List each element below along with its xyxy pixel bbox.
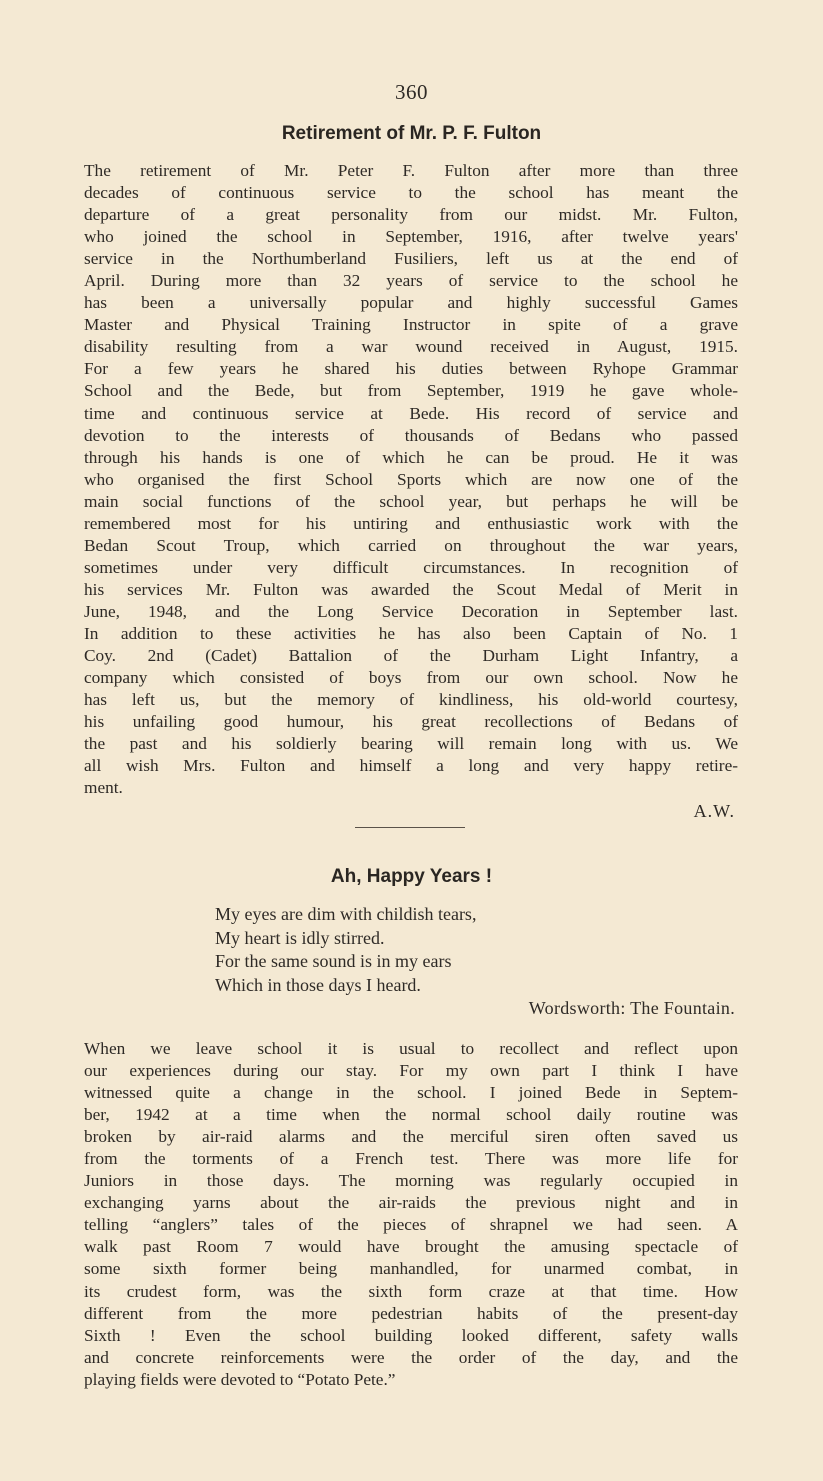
poem-line: Which in those days I heard. [215,974,421,995]
text-line: who organised the first School Sports which are now one of the [84,469,738,489]
text-line: who joined the school in September, 1916, after twelve years' [84,227,738,247]
text-line: witnessed quite a change in the school. I joined Bede in Septem- [84,1083,738,1103]
article-body-happy-years [84,1038,738,1391]
article-body-retirement [84,160,738,799]
text-line: April. During more than 32 years of service to the school he [84,271,738,291]
text-line: exchanging yarns about the air-raids the previous night and in [84,1193,738,1213]
text-line: has left us, but the memory of kindliness, his old-world courtesy, [84,690,738,710]
text-line: remembered most for his untiring and enthusiastic work with the [84,513,738,533]
text-line: and concrete reinforcements were the order of the day, and the [84,1347,738,1367]
text-line: our experiences during our stay. For my own part I think I have [84,1061,738,1081]
text-line: School and the Bede, but from September, 1919 he gave whole- [84,381,738,401]
text-line: departure of a great personality from our midst. Mr. Fulton, [84,205,738,225]
text-line: devotion to the interests of thousands of Bedans who passed [84,425,738,445]
text-line: When we leave school it is usual to recollect and reflect upon [84,1039,738,1058]
poem-line: My eyes are dim with childish tears, [215,904,477,924]
text-line: all wish Mrs. Fulton and himself a long and very happy retire- [84,756,738,776]
text-line: service in the Northumberland Fusiliers, left us at the end of [84,249,738,269]
text-line: broken by air-raid alarms and the merciful siren often saved us [84,1127,738,1147]
text-line: Master and Physical Training Instructor in spite of a grave [84,315,738,335]
text-line: The retirement of Mr. Peter F. Fulton after more than three [84,161,738,180]
text-line: from the torments of a French test. There was more life for [84,1149,738,1169]
text-line: has been a universally popular and highly successful Games [84,293,738,313]
text-line: Coy. 2nd (Cadet) Battalion of the Durham Light Infantry, a [84,646,738,666]
text-line: the past and his soldierly bearing will remain long with us. We [84,734,738,754]
text-line: ber, 1942 at a time when the normal school daily routine was [84,1105,738,1125]
text-line: disability resulting from a war wound received in August, 1915. [84,337,738,357]
text-line: telling “anglers” tales of the pieces of shrapnel we had seen. A [84,1215,738,1235]
text-line: time and continuous service at Bede. His record of service and [84,403,738,423]
text-line: its crudest form, was the sixth form craze at that time. How [84,1281,738,1301]
text-line: decades of continuous service to the school has meant the [84,183,738,203]
poem-epigraph [215,903,476,997]
text-line: In addition to these activities he has also been Captain of No. 1 [84,623,738,643]
text-line: through his hands is one of which he can be proud. He it was [84,447,738,467]
text-line: his services Mr. Fulton was awarded the Scout Medal of Merit in [84,579,738,599]
poem-attribution: Wordsworth: The Fountain. [528,998,735,1018]
section-divider [355,827,465,828]
page-number: 360 [395,80,428,104]
text-line: Juniors in those days. The morning was regularly occupied in [84,1171,738,1191]
text-line: ment. [84,778,123,798]
poem-line: For the same sound is in my ears [215,951,452,971]
article-title-retirement: Retirement of Mr. P. F. Fulton [281,123,542,144]
poem-line: My heart is idly stirred. [215,927,385,948]
text-line: different from the more pedestrian habits of the present-day [84,1303,738,1323]
text-line: some sixth former being manhandled, for unarmed combat, in [84,1259,738,1279]
text-line: walk past Room 7 would have brought the amusing spectacle of [84,1237,738,1257]
article-title-happy-years: Ah, Happy Years ! [330,866,493,887]
text-line: company which consisted of boys from our own school. Now he [84,668,738,688]
text-line: Sixth ! Even the school building looked different, safety walls [84,1325,738,1345]
text-line: Bedan Scout Troup, which carried on throughout the war years, [84,535,738,555]
text-line: his unfailing good humour, his great recollections of Bedans of [84,712,738,732]
author-signoff: A.W. [693,801,735,821]
text-line: June, 1948, and the Long Service Decoration in September last. [84,601,738,621]
text-line: playing fields were devoted to “Potato Pete.” [84,1369,396,1389]
text-line: main social functions of the school year, but perhaps he will be [84,491,738,511]
text-line: sometimes under very difficult circumstances. In recognition of [84,557,738,577]
text-line: For a few years he shared his duties between Ryhope Grammar [84,359,738,379]
